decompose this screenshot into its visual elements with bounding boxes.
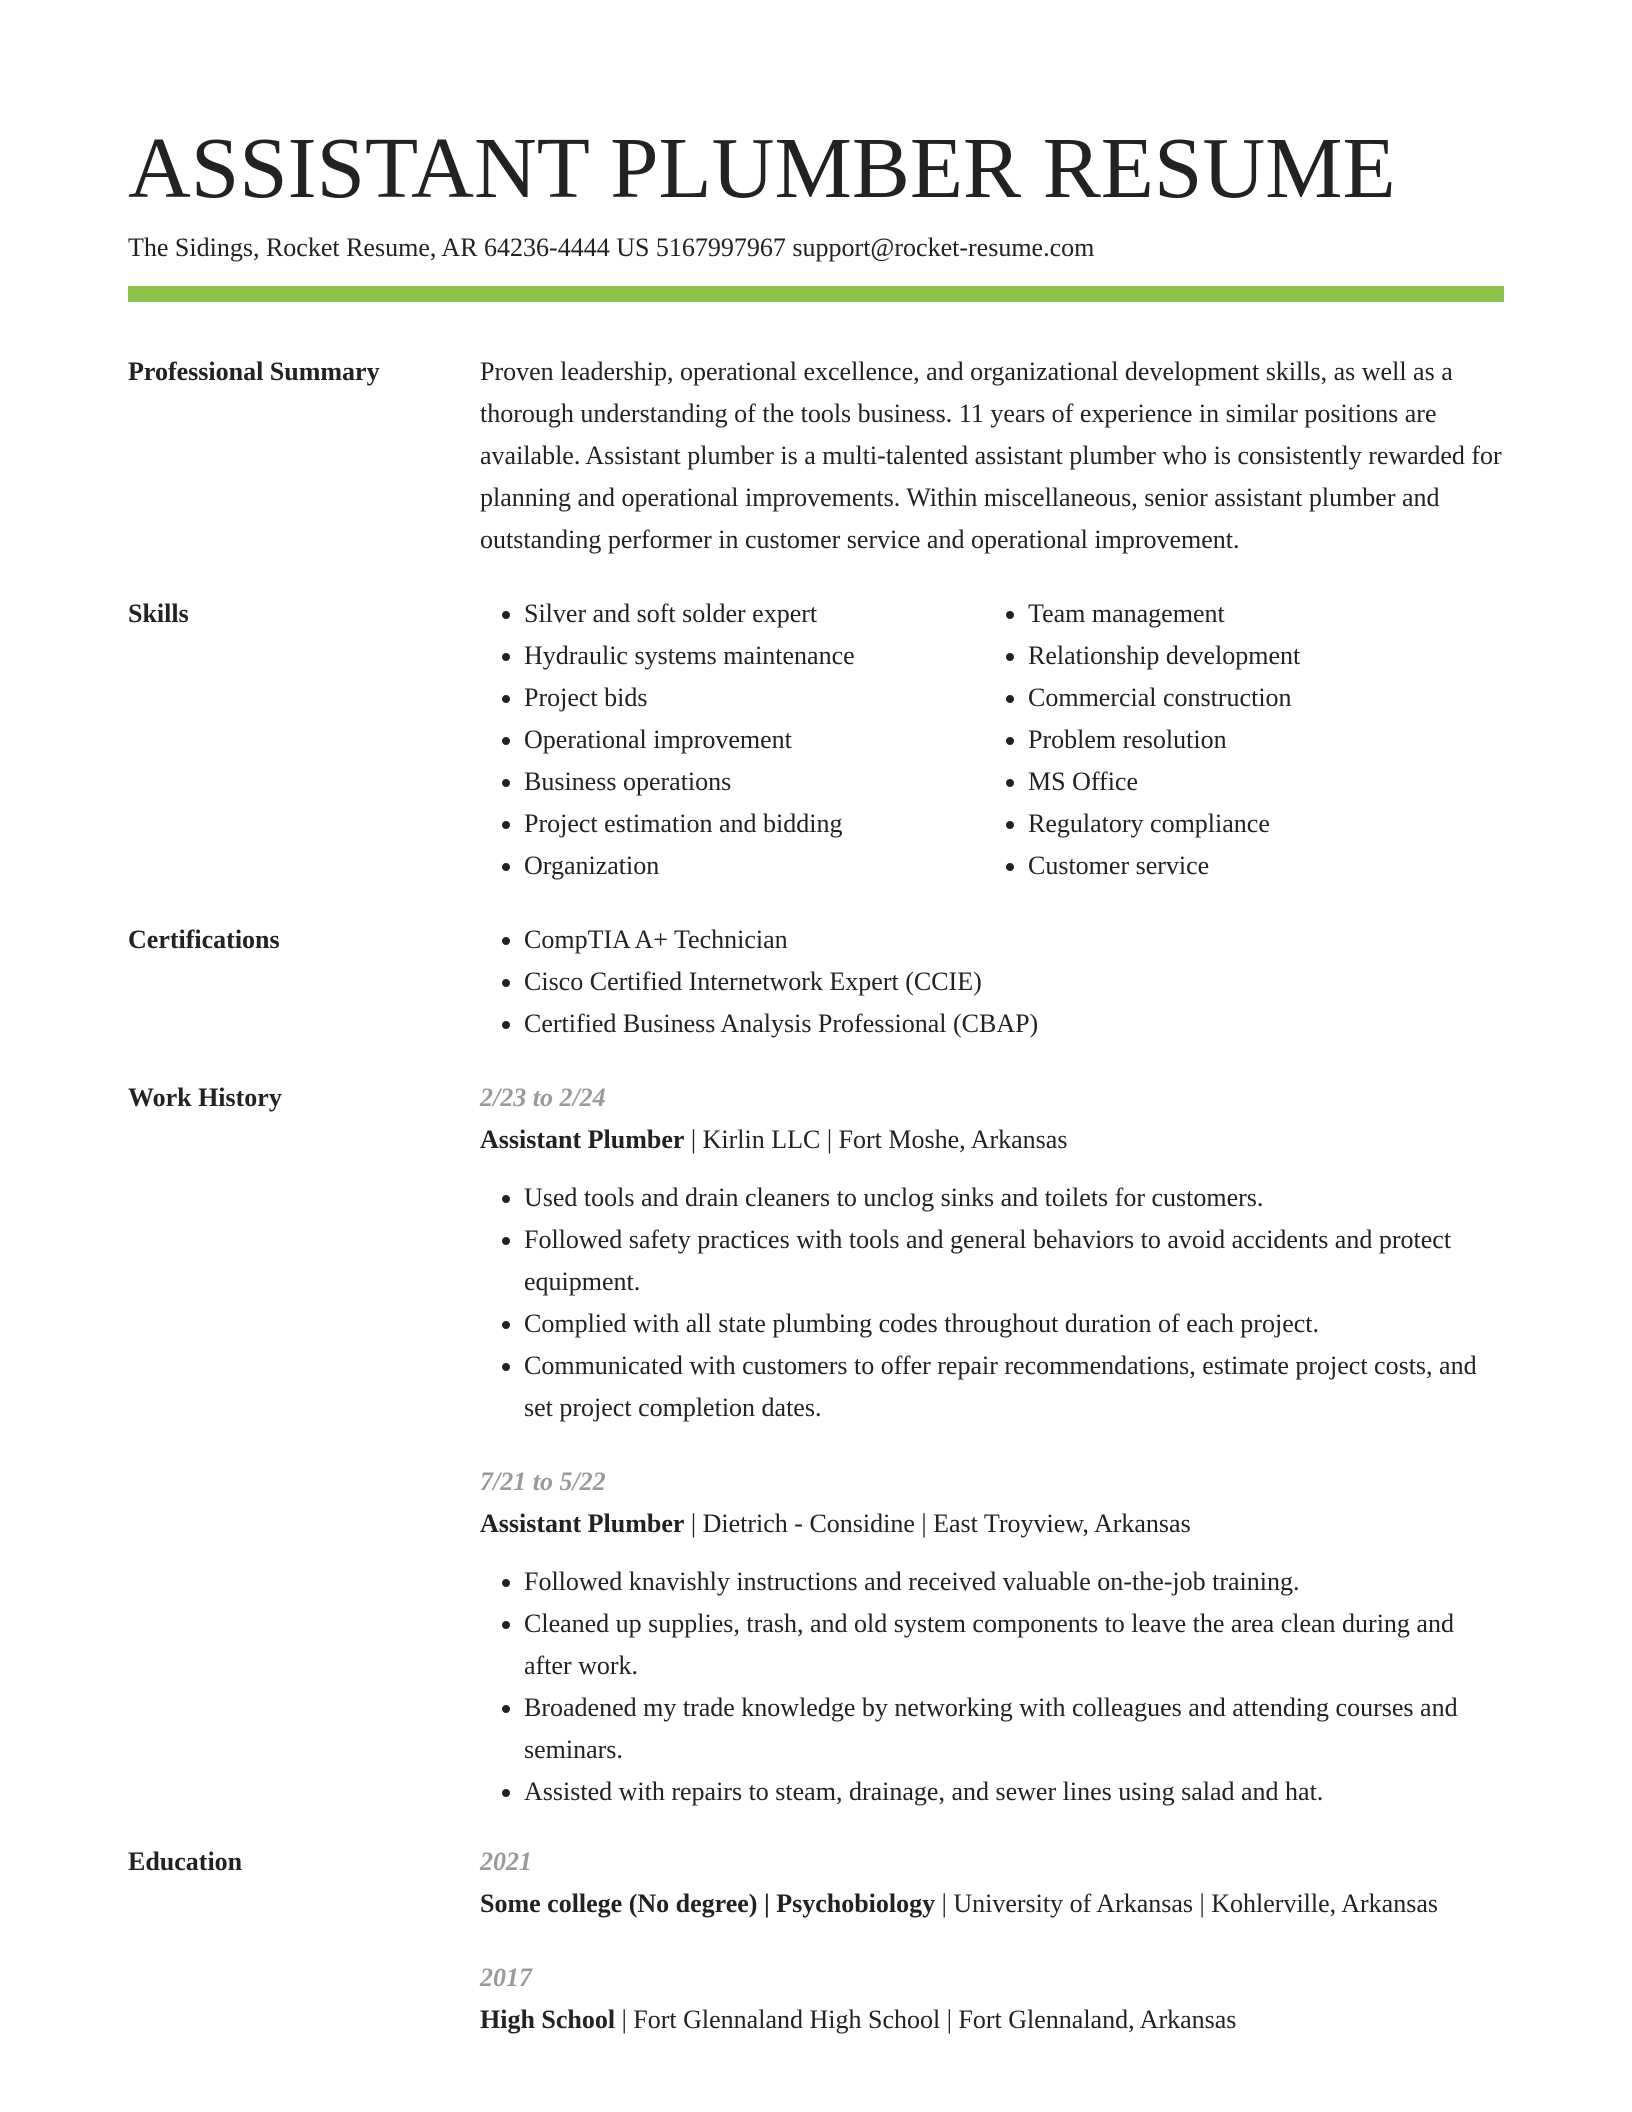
education-year: 2021 [480,1847,532,1876]
education-degree: High School [480,2005,616,2034]
summary-heading: Professional Summary [128,357,380,386]
education-year: 2017 [480,1963,532,1992]
skill-item: • Commercial construction [1028,677,1488,719]
skills-heading: Skills [128,599,189,628]
skills-columns [480,593,1504,887]
job-bullet: • Communicated with customers to offer repair recommendations, estimate project costs, and set project completion dates. [524,1345,1504,1429]
education-degree: Some college (No degree) | Psychobiology [480,1889,936,1918]
certification-item: • Certified Business Analysis Professional (CBAP) [524,1003,1504,1045]
job-title-line [480,1503,1504,1545]
education-heading: Education [128,1847,243,1876]
skill-item: • Project estimation and bidding [524,803,984,845]
skill-item: • MS Office [1028,761,1488,803]
summary-text: Proven leadership, operational excellence, and organizational development skills, as well as a thorough understanding of the tools business. 11 years of experience in similar positions are available. Assistant plumber is a multi-talented assistant plumber who is consistently rewarded for planning and operational improvements. Within miscellaneous, senior assistant plumber and outstanding performer in customer service and operational improvement. [480,357,1502,554]
education-details: | University of Arkansas | Kohlerville, Arkansas [935,1889,1438,1918]
certifications-list [480,919,1504,1045]
resume-page [128,118,1504,2073]
skill-item: • Project bids [524,677,984,719]
job-entry [480,1077,1504,1429]
resume-title: ASSISTANT PLUMBER RESUME [128,119,1396,216]
education-details: | Fort Glennaland High School | Fort Glennaland, Arkansas [615,2005,1237,2034]
job-title: Assistant Plumber [480,1125,685,1154]
education-line [480,1883,1504,1925]
skill-item: • Hydraulic systems maintenance [524,635,984,677]
summary-section [128,351,1504,561]
skills-section [128,593,1504,887]
skill-item: • Silver and soft solder expert [524,593,984,635]
accent-divider [128,286,1504,302]
job-bullet: • Complied with all state plumbing codes throughout duration of each project. [524,1303,1504,1345]
skills-body [480,593,1504,887]
education-entry [480,1957,1504,2041]
skill-item: • Business operations [524,761,984,803]
job-bullet: • Followed safety practices with tools and general behaviors to avoid accidents and protect equipment. [524,1219,1504,1303]
job-details: | Dietrich - Considine | East Troyview, Arkansas [684,1509,1191,1538]
work-history-heading: Work History [128,1083,282,1112]
certifications-section [128,919,1504,1045]
job-details: | Kirlin LLC | Fort Moshe, Arkansas [684,1125,1068,1154]
job-bullet: • Followed knavishly instructions and received valuable on-the-job training. [524,1561,1504,1603]
job-title-line [480,1119,1504,1161]
skills-list-left [480,593,984,887]
skill-item: • Regulatory compliance [1028,803,1488,845]
skills-column-left [480,593,984,887]
skills-column-right [984,593,1488,887]
job-dates: 2/23 to 2/24 [480,1083,606,1112]
job-bullet: • Used tools and drain cleaners to unclog sinks and toilets for customers. [524,1177,1504,1219]
education-section [128,1841,1504,2073]
work-history-body [480,1077,1504,1813]
job-bullet: • Assisted with repairs to steam, drainage, and sewer lines using salad and hat. [524,1771,1504,1813]
skill-item: • Organization [524,845,984,887]
job-entry [480,1461,1504,1813]
contact-line: The Sidings, Rocket Resume, AR 64236-4444 US 5167997967 support@rocket-resume.com [128,233,1095,262]
skill-item: • Team management [1028,593,1488,635]
education-entry [480,1841,1504,1925]
education-line [480,1999,1504,2041]
job-title: Assistant Plumber [480,1509,685,1538]
education-body [480,1841,1504,2073]
certification-item: • Cisco Certified Internetwork Expert (CCIE) [524,961,1504,1003]
certifications-body [480,919,1504,1045]
skills-list-right [984,593,1488,887]
job-bullet: • Broadened my trade knowledge by networking with colleagues and attending courses and seminars. [524,1687,1504,1771]
job-bullets [480,1561,1504,1813]
work-history-section [128,1077,1504,1813]
certifications-heading: Certifications [128,925,280,954]
skill-item: • Customer service [1028,845,1488,887]
job-dates: 7/21 to 5/22 [480,1467,606,1496]
job-bullets [480,1177,1504,1429]
skill-item: • Relationship development [1028,635,1488,677]
job-bullet: • Cleaned up supplies, trash, and old system components to leave the area clean during and after work. [524,1603,1504,1687]
skill-item: • Operational improvement [524,719,984,761]
certification-item: • CompTIA A+ Technician [524,919,1504,961]
skill-item: • Problem resolution [1028,719,1488,761]
